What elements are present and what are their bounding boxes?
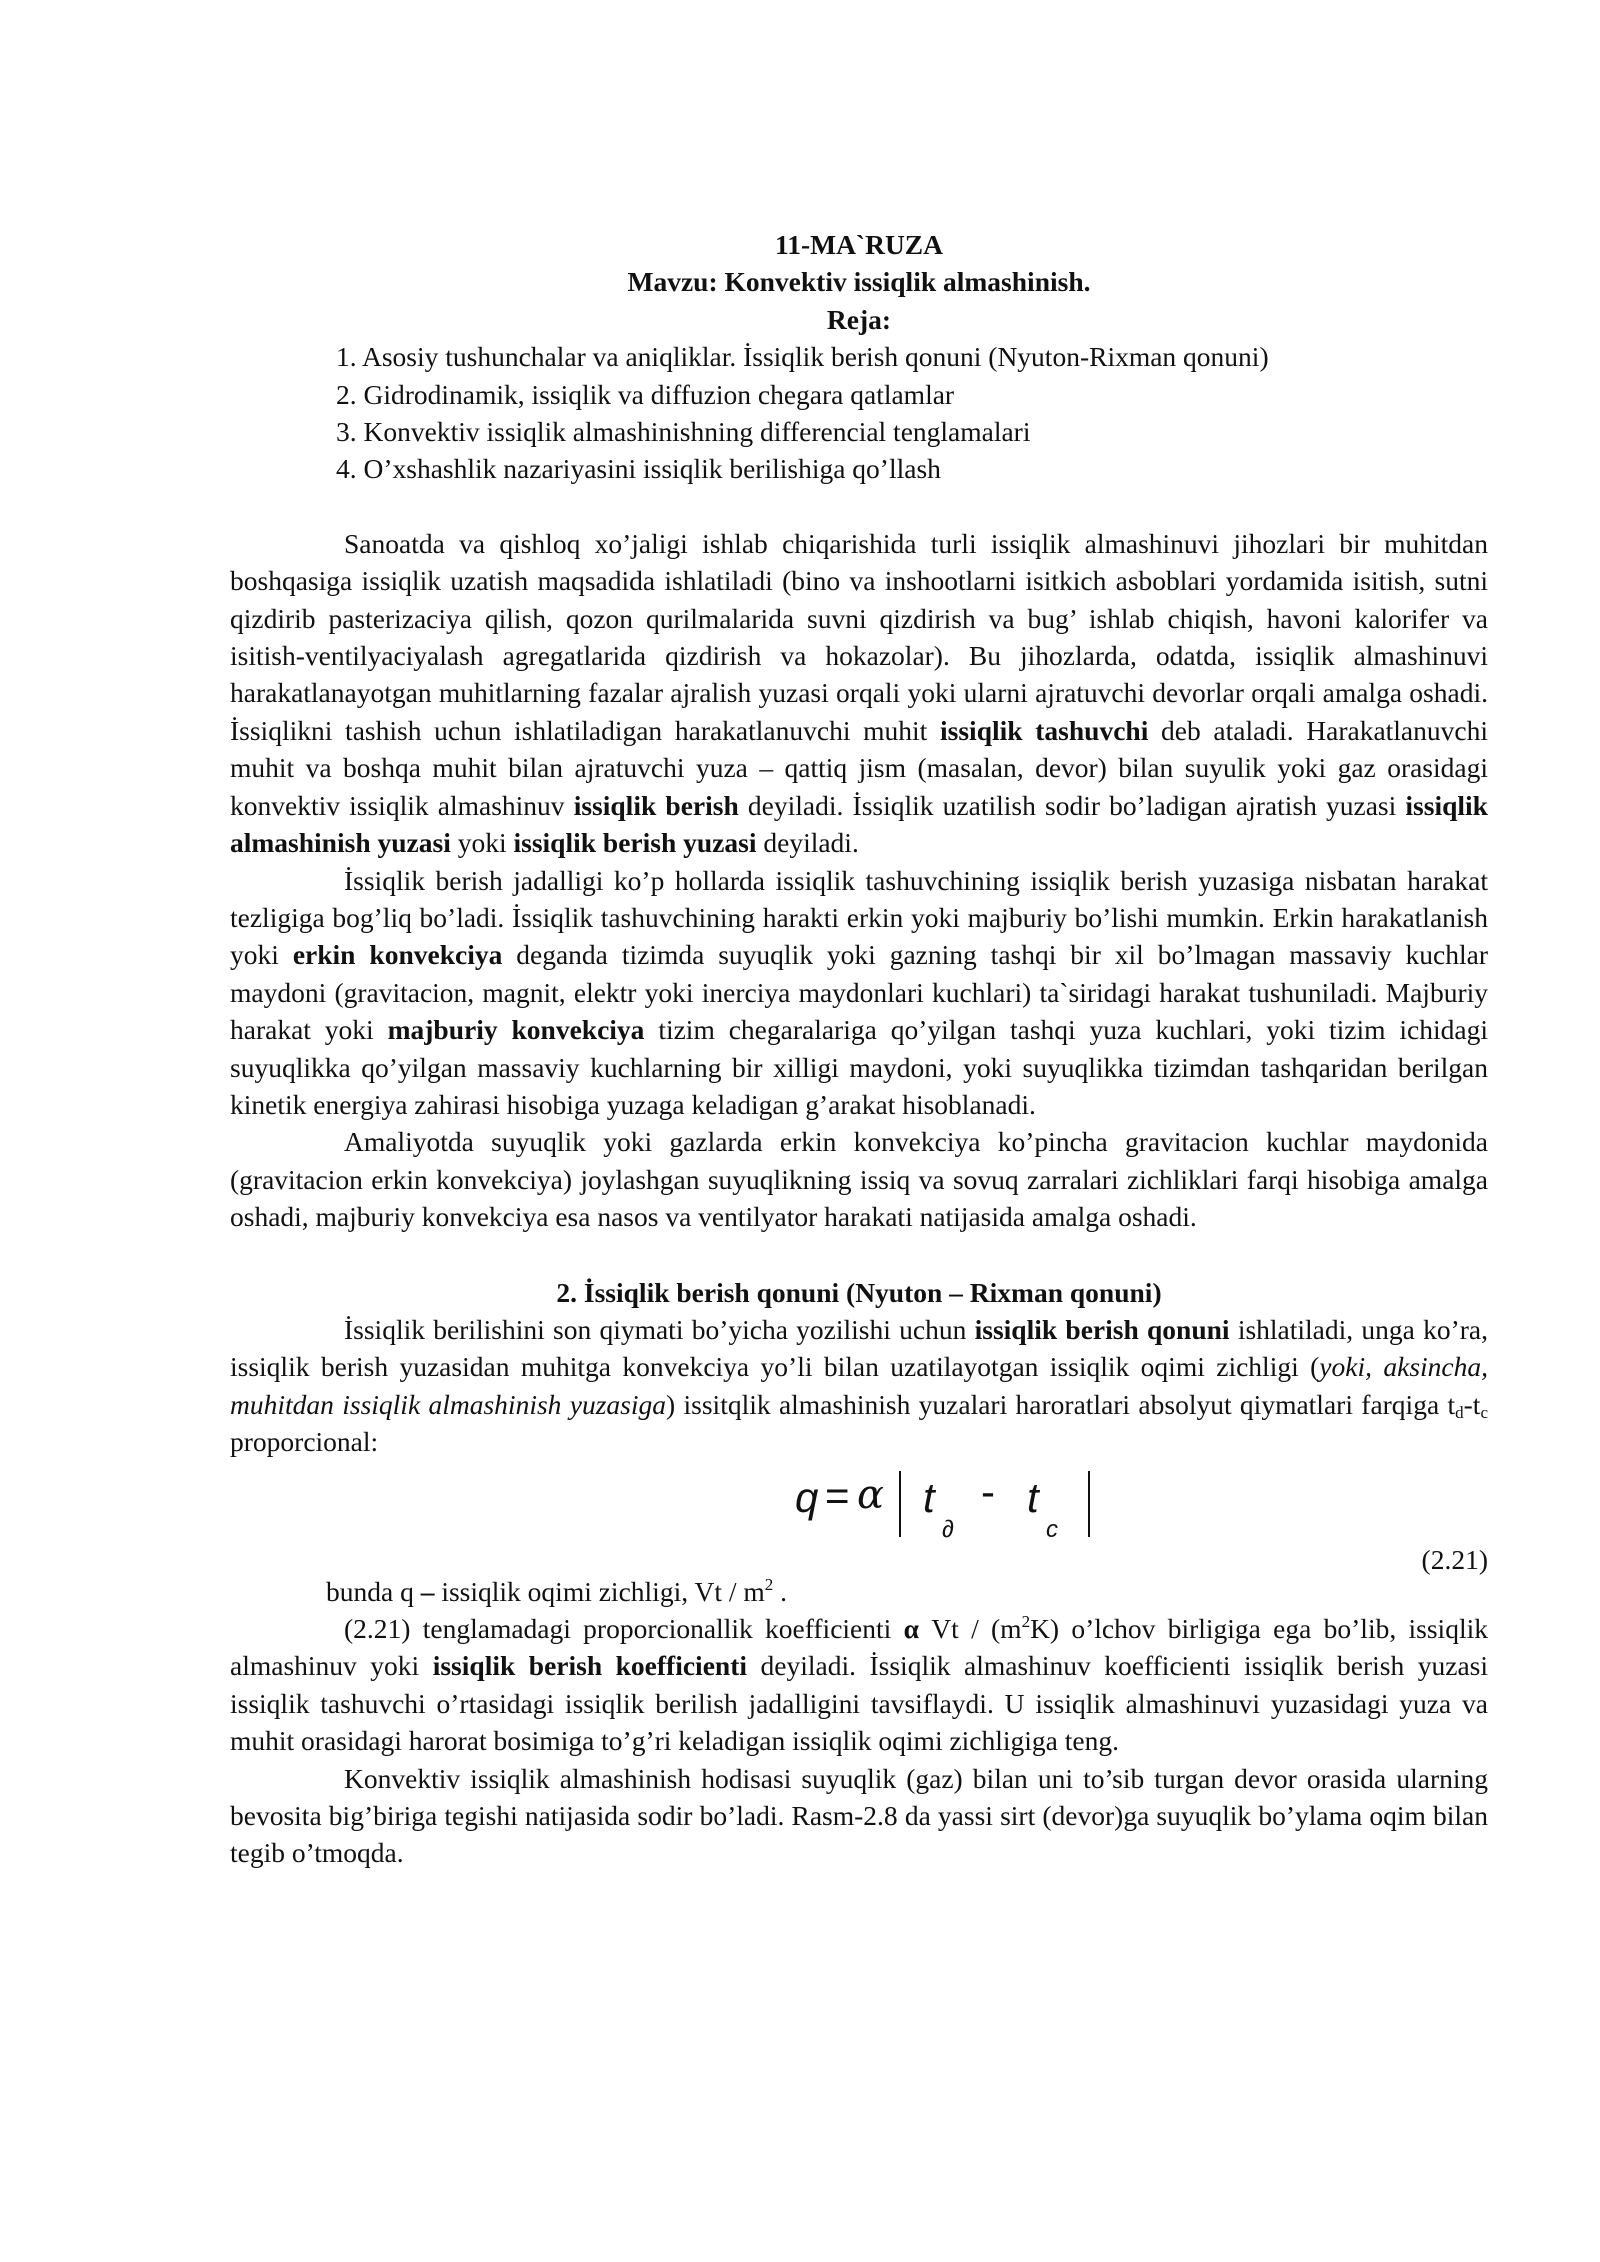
text-run: proporcional: [230, 1426, 379, 1458]
term-heat-transfer-law: issiqlik berish qonuni [974, 1313, 1230, 1345]
text-run: yoki [450, 827, 514, 859]
section-heading: 2. İssiqlik berish qonuni (Nyuton – Rixman qonuni) [556, 1276, 1162, 1308]
paragraph-intro [230, 525, 1488, 862]
subscript: c [1480, 1402, 1488, 1422]
text-run: tizim chegaralariga qo’yilgan tashqi yuza kuchlari, yoki tizim ichidagi suyuqlikka qo’yilgan massaviy kuchlarning bir xilligi maydoni, yoki suyuqlikka tizimdan tashqaridan berilgan kinetik energiya zahirasi hisobiga yuzaga keladigan g’arakat hisoblanadi. [230, 1014, 1488, 1120]
term-heat-transfer: issiqlik berish [573, 789, 739, 821]
text-run: Sanoatda va qishloq xo’jaligi ishlab chiqarishida turli issiqlik almashinuvi jihozlari bir muhitdan boshqasiga issiqlik uzatish maqsadida ishlatiladi (bino va inshootlarni isitkich asboblari yordamida isitish, sutni qizdirib pasterizaciya qilish, qozon qurilmalarida suvni qizdirish va bug’ ishlab chiqish, havoni kalorifer va isitish-ventilyaciyalash agregatlarida qizdirish va hokazolar). Bu jihozlarda, odatda, issiqlik almashinuvi harakatlanayotgan muhitlarning fazalar ajralish yuzasi orqali yoki ularni ajratuvchi devorlar orqali amalga oshadi. İssiqlikni tashish uchun ishlatiladigan harakatlanuvchi muhit [230, 527, 1488, 746]
formula-t-wall: t [923, 1473, 935, 1521]
text-run: deyiladi. İssiqlik uzatilish sodir bo’ladigan ajratish yuzasi [738, 789, 1406, 821]
plan-item-2: 2. Gidrodinamik, issiqlik va diffuzion chegara qatlamlar [336, 378, 955, 410]
term-heat-exchange-surface: issiqlik almashinish yuzasi [230, 789, 1488, 859]
text-run: ) issitqlik almashinish yuzalari haroratlari absolyut qiymatlari farqiga t [666, 1388, 1456, 1420]
paragraph-phenomenon [230, 1760, 1488, 1872]
text-run: Amaliyotda suyuqlik yoki gazlarda erkin konvekciya ko’pincha gravitacion kuchlar maydonida (gravitacion erkin konvekciya) joylashgan suyuqlikning issiq va sovuq zarralari zichliklari farqi hisobiga amalga oshadi, majburiy konvekciya esa nasos va ventilyator harakati natijasida amalga oshadi. [230, 1126, 1488, 1233]
text-run: (2.21) tenglamadagi proporcionallik koefficienti [344, 1613, 904, 1644]
term-heat-carrier: issiqlik tashuvchi [940, 714, 1149, 746]
italic-run: yoki, aksincha, muhitdan issiqlik almashinish yuzasiga [230, 1351, 1489, 1420]
text-run: bunda q [326, 1575, 421, 1607]
lecture-number: 11-MA`RUZA [774, 229, 944, 260]
newton-richmann-formula [795, 1467, 1095, 1543]
subscript: d [1455, 1402, 1464, 1422]
text-run: İssiqlik berilishini son qiymati bo’yicha yozilishi uchun [344, 1313, 975, 1345]
formula-row [230, 1461, 1488, 1573]
text-run: -t [1463, 1388, 1481, 1420]
plan-item-4: 4. O’xshashlik nazariyasini issiqlik berilishiga qo’llash [336, 453, 941, 485]
text-run: – [420, 1575, 435, 1607]
document-page [230, 226, 1488, 1872]
superscript: 2 [1021, 1612, 1031, 1631]
formula-equals: = [825, 1471, 850, 1519]
term-heat-transfer-coefficient: issiqlik berish koefficienti [432, 1650, 747, 1682]
text-run: Vt / (m [918, 1613, 1022, 1644]
formula-t-fluid: t [1027, 1473, 1039, 1521]
text-run: deb ataladi. Harakatlanuvchi muhit va boshqa muhit bilan ajratuvchi yuza – qattiq jism (masalan, devor) bilan suyulik yoki gaz orasidagi konvektiv issiqlik almashinuv [230, 714, 1488, 821]
symbol-alpha: α [903, 1613, 919, 1644]
paragraph-law [230, 1311, 1488, 1461]
formula-sub-wall: ∂ [942, 1515, 954, 1543]
plan-item-3: 3. Konvektiv issiqlik almashinishning differencial tenglamalari [336, 416, 1031, 448]
equation-number: (2.21) [1421, 1543, 1488, 1575]
formula-alpha: α [857, 1471, 885, 1518]
term-heat-transfer-surface: issiqlik berish yuzasi [513, 827, 757, 859]
paragraph-practice [230, 1123, 1488, 1235]
abs-bar-right [1088, 1471, 1090, 1537]
text-run: Konvektiv issiqlik almashinish hodisasi suyuqlik (gaz) bilan uni to’sib turgan devor orasida ularning bevosita big’biriga tegishi natijasida sodir bo’ladi. Rasm-2.8 da yassi sirt (devor)ga suyuqlik bo’ylama oqim bilan tegib o’tmoqda. [230, 1762, 1488, 1869]
plan-title: Reja: [826, 303, 892, 335]
formula-q: q [795, 1473, 819, 1521]
term-forced-convection: majburiy konvekciya [387, 1014, 645, 1046]
plan-list [230, 338, 1488, 488]
formula-legend [230, 1573, 1488, 1610]
paragraph-coefficient [230, 1610, 1488, 1760]
text-run: deyiladi. İssiqlik almashinuv koefficienti issiqlik berish yuzasi issiqlik tashuvchi o’rtasidagi issiqlik berilish jadalligini tavsiflaydi. U issiqlik almashinuvi yuzasidagi yuza va muhit orasidagi harorat bosimiga to’g’ri keladigan issiqlik oqimi zichligiga teng. [230, 1650, 1488, 1757]
plan-item-1: 1. Asosiy tushunchalar va aniqliklar. İssiqlik berish qonuni (Nyuton-Rixman qonuni) [336, 341, 1269, 373]
spacer [230, 1236, 1488, 1274]
text-run: deyiladi. [756, 827, 859, 859]
formula-minus: - [981, 1467, 995, 1515]
lecture-topic: Mavzu: Konvektiv issiqlik almashinish. [627, 266, 1091, 298]
text-run: . [773, 1575, 787, 1607]
text-run: K) o’lchov birligiga ega bo’lib, issiqlik almashinuv yoki [230, 1613, 1488, 1682]
paragraph-convection [230, 862, 1488, 1124]
formula-sub-fluid: c [1046, 1515, 1058, 1543]
spacer [230, 488, 1488, 525]
text-run: İssiqlik berish jadalligi ko’p hollarda issiqlik tashuvchining issiqlik berish yuzasiga nisbatan harakat tezligiga bog’liq bo’ladi. İssiqlik tashuvchining harakti erkin yoki majburiy bo’lishi mumkin. Erkin harakatlanish yoki [230, 864, 1488, 971]
text-run: issiqlik oqimi zichligi, Vt / m [434, 1575, 765, 1607]
superscript: 2 [764, 1574, 774, 1594]
abs-bar-left [899, 1471, 901, 1537]
term-free-convection: erkin konvekciya [292, 939, 503, 971]
text-run: deganda tizimda suyuqlik yoki gazning tashqi bir xil bo’lmagan massaviy kuchlar maydoni (gravitacion, magnit, elektr yoki inerciya maydonlari kuchlari) ta`siridagi harakat tushuniladi. Majburiy harakat yoki [230, 939, 1489, 1046]
text-run: ishlatiladi, unga ko’ra, issiqlik berish yuzasidan muhitga konvekciya yo’li bilan uzatilayotgan issiqlik oqimi zichligi ( [230, 1313, 1489, 1383]
